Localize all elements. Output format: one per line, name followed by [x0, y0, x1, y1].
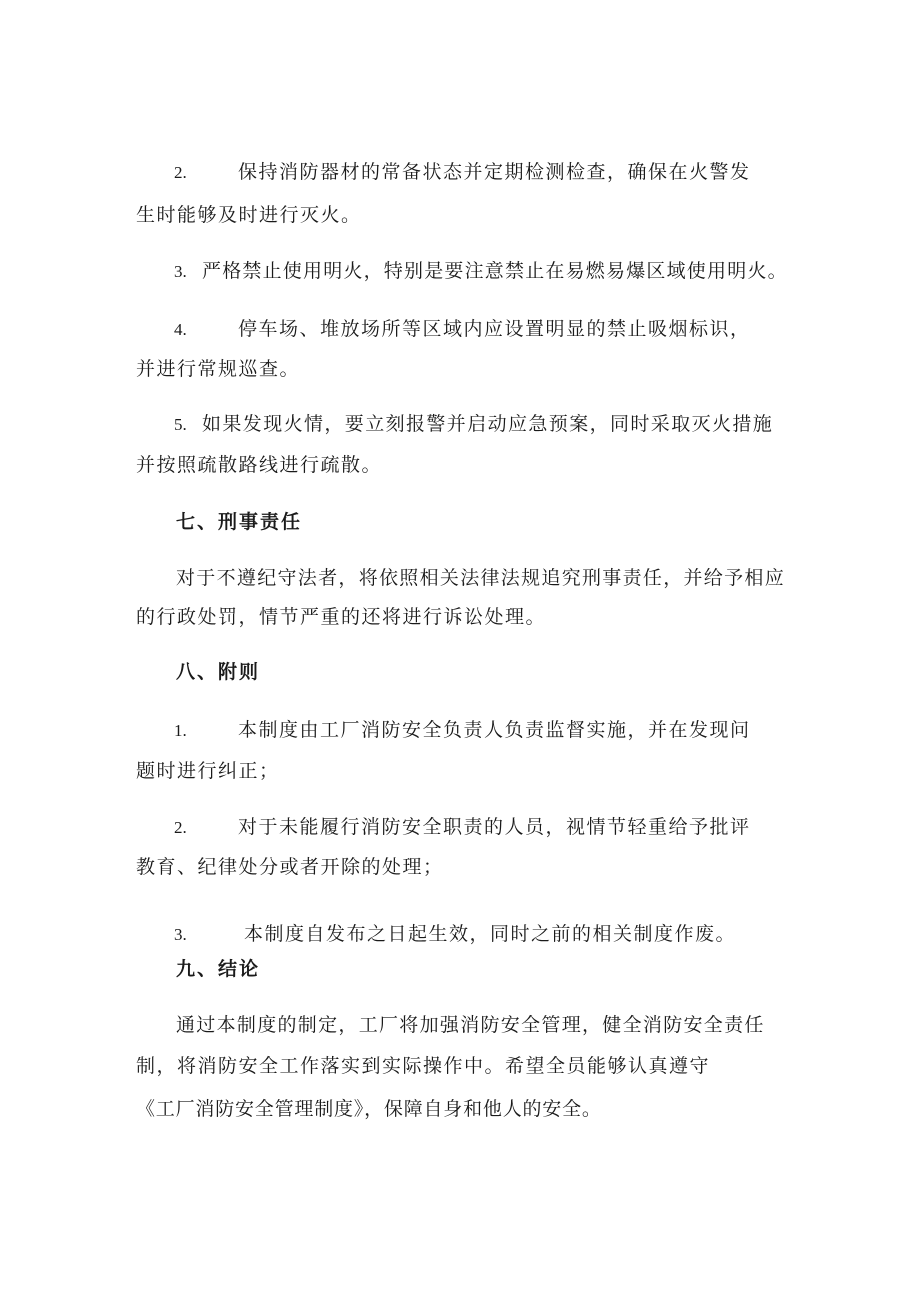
- list-number: 4.: [174, 320, 187, 339]
- list-item-text-continued: 并按照疏散路线进行疏散。: [136, 454, 383, 476]
- section-heading-conclusion: 九、结论: [176, 958, 261, 980]
- list-number: 3.: [174, 925, 187, 944]
- list-item-text: 严格禁止使用明火，特别是要注意禁止在易燃易爆区域使用明火。: [202, 260, 788, 282]
- list-item-text: 本制度自发布之日起生效，同时之前的相关制度作废。: [244, 923, 737, 945]
- list-number: 2.: [174, 818, 187, 837]
- list-number: 2.: [174, 163, 187, 182]
- list-item-text-continued: 生时能够及时进行灭火。: [136, 204, 362, 226]
- list-item-text: 如果发现火情，要立刻报警并启动应急预案，同时采取灭火措施: [202, 413, 774, 435]
- paragraph-line: 制，将消防安全工作落实到实际操作中。希望全员能够认真遵守: [136, 1055, 711, 1077]
- list-item-text: 对于未能履行消防安全职责的人员，视情节轻重给予批评: [238, 816, 751, 838]
- list-number: 3.: [174, 262, 187, 281]
- section-heading-supplementary: 八、附则: [176, 661, 261, 683]
- section-heading-criminal-liability: 七、刑事责任: [176, 511, 303, 533]
- list-item-text-continued: 教育、纪律处分或者开除的处理；: [136, 856, 444, 878]
- paragraph-line: 《工厂消防安全管理制度》，保障自身和他人的安全。: [136, 1098, 602, 1120]
- list-item-text: 停车场、堆放场所等区域内应设置明显的禁止吸烟标识，: [238, 318, 751, 340]
- list-number: 5.: [174, 415, 187, 434]
- paragraph-line: 通过本制度的制定，工厂将加强消防安全管理，健全消防安全责任: [176, 1014, 765, 1036]
- paragraph-line: 对于不遵纪守法者，将依照相关法律法规追究刑事责任，并给予相应: [176, 567, 786, 589]
- paragraph-line: 的行政处罚，情节严重的还将进行诉讼处理。: [136, 606, 547, 628]
- list-number: 1.: [174, 721, 187, 740]
- list-item-text-continued: 并进行常规巡查。: [136, 358, 301, 380]
- list-item-text: 保持消防器材的常备状态并定期检测检查，确保在火警发: [238, 161, 751, 183]
- list-item-text: 本制度由工厂消防安全负责人负责监督实施，并在发现问: [238, 719, 751, 741]
- list-item-text-continued: 题时进行纠正；: [136, 760, 280, 782]
